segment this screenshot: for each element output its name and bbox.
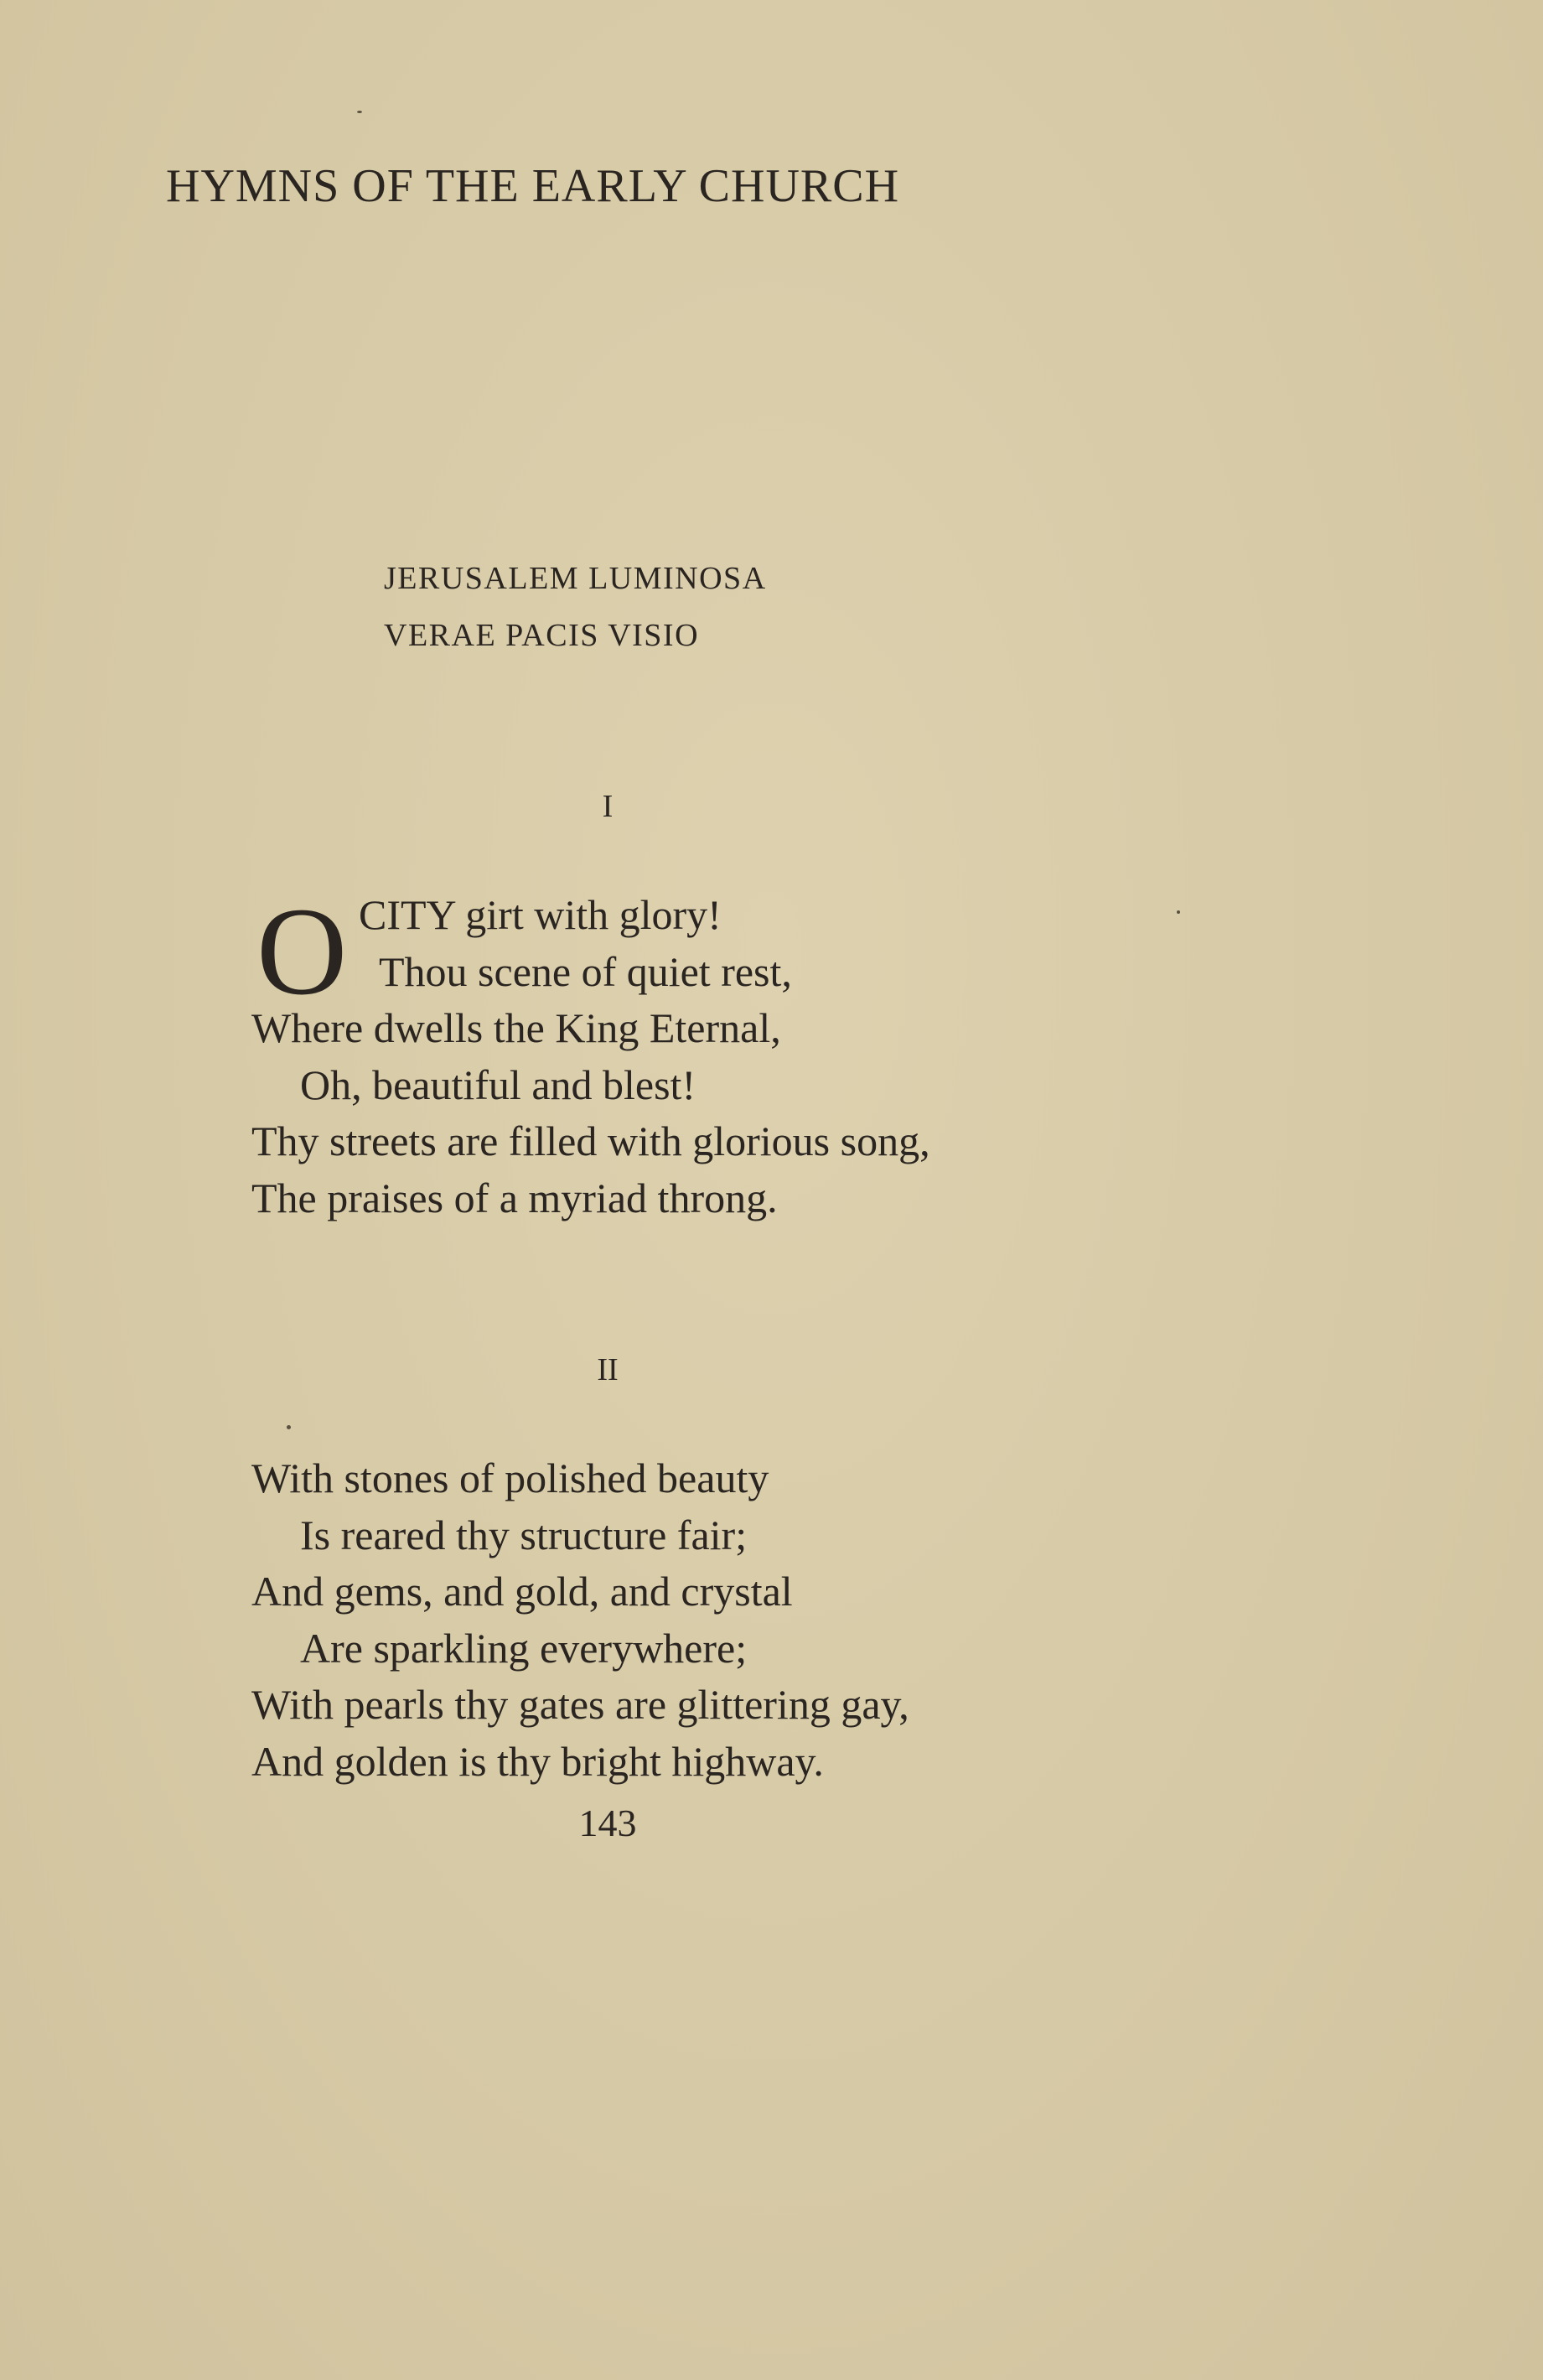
verse-line: Are sparkling everywhere;: [300, 1624, 748, 1672]
verse-line: Oh, beautiful and blest!: [300, 1060, 696, 1108]
verse-line: With stones of polished beauty: [251, 1454, 769, 1501]
stanza-2: [251, 1450, 909, 1790]
paper-speck: [1177, 910, 1180, 914]
page-number: 143: [578, 1802, 637, 1844]
paper-speck: [287, 1425, 291, 1429]
verse-line: Where dwells the King Eternal,: [251, 1004, 781, 1051]
paper-speck: [357, 111, 362, 113]
hymn-title-line-1: JERUSALEM LUMINOSA: [384, 561, 767, 596]
verse-line: The praises of a myriad throng.: [251, 1174, 778, 1221]
verse-line: CITY girt with glory!: [359, 891, 722, 938]
verse-line: With pearls thy gates are glittering gay,: [251, 1681, 909, 1728]
verse-line: Is reared thy structure fair;: [300, 1511, 748, 1558]
stanza-1: [251, 882, 930, 1226]
verse-line: And golden is thy bright highway.: [251, 1737, 824, 1785]
hymn-title-line-2: VERAE PACIS VISIO: [384, 618, 700, 653]
section-number-1: I: [602, 789, 614, 824]
verse-line: Thy streets are filled with glorious song,: [251, 1117, 930, 1164]
running-head: HYMNS OF THE EARLY CHURCH: [166, 160, 900, 212]
drop-cap: O: [256, 882, 348, 1021]
verse-line: And gems, and gold, and crystal: [251, 1568, 793, 1615]
verse-line: Thou scene of quiet rest,: [379, 947, 792, 995]
section-number-2: II: [597, 1352, 619, 1387]
